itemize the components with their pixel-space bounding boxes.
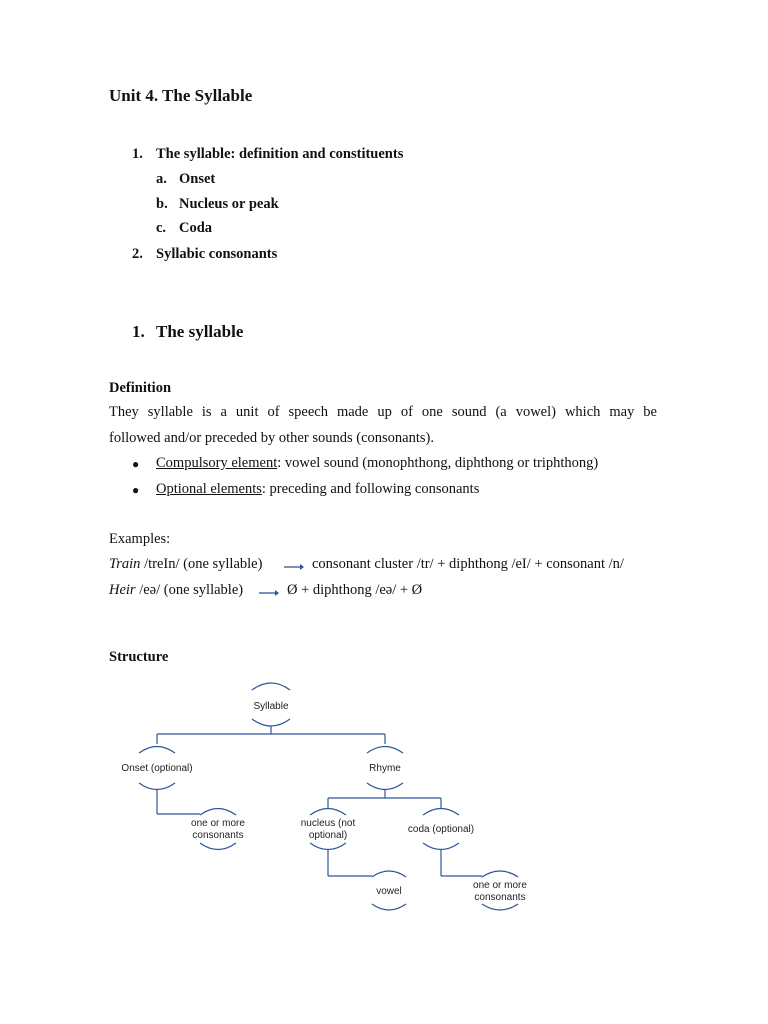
- node-vowel: vowel: [376, 886, 402, 897]
- bullet-term: Optional elements: [156, 481, 262, 497]
- section-title: The syllable: [156, 322, 244, 341]
- definition-heading: Definition: [109, 380, 172, 396]
- bullet-icon: ●: [132, 457, 140, 471]
- node-coda-child-line-2: consonants: [474, 892, 526, 903]
- node-onset: Onset (optional): [121, 763, 193, 774]
- toc-item: The syllable: definition and constituents: [156, 146, 404, 162]
- toc-letter: b.: [156, 196, 168, 212]
- node-onset-child-line-2: consonants: [192, 830, 244, 841]
- bullet-text: : preceding and following consonants: [261, 481, 480, 497]
- node-nucleus-line-1: nucleus (not: [300, 818, 356, 829]
- example-2-word: Heir: [109, 582, 136, 598]
- example-1-word: Train: [109, 556, 141, 572]
- node-onset-child-line-1: one or more: [191, 818, 245, 829]
- bullet-text: : vowel sound (monophthong, diphthong or triphthong): [277, 455, 599, 471]
- node-syllable: Syllable: [253, 701, 289, 712]
- example-2-transcription: /eə/ (one syllable): [135, 582, 244, 598]
- toc-item: Syllabic consonants: [156, 246, 278, 262]
- toc-item: Onset: [179, 171, 216, 187]
- structure-heading: Structure: [109, 649, 169, 665]
- toc-letter: c.: [156, 220, 167, 236]
- toc-item: Coda: [179, 220, 213, 236]
- node-nucleus-line-2: optional): [308, 830, 348, 841]
- diagram-connectors: [139, 683, 518, 910]
- examples-heading: Examples:: [109, 531, 171, 547]
- example-2-right: Ø + diphthong /eə/ + Ø: [287, 582, 423, 598]
- toc-item: Nucleus or peak: [179, 196, 279, 212]
- definition-line-1: They syllable is a unit of speech made up of one sound (a vowel) which may be: [109, 404, 657, 420]
- toc-number: 1.: [132, 146, 143, 162]
- node-coda: coda (optional): [407, 824, 475, 835]
- toc-number: 2.: [132, 246, 143, 262]
- bullet-icon: ●: [132, 483, 140, 497]
- bullet-term: Compulsory element: [156, 455, 278, 471]
- section-number: 1.: [132, 322, 145, 341]
- example-1-transcription: /treIn/ (one syllable): [140, 556, 263, 572]
- toc-letter: a.: [156, 171, 167, 187]
- page-title: Unit 4. The Syllable: [109, 86, 253, 105]
- node-rhyme: Rhyme: [369, 763, 401, 774]
- example-1-right: consonant cluster /tr/ + diphthong /eI/ + consonant /n/: [312, 556, 624, 572]
- definition-line-2: followed and/or preceded by other sounds (consonants).: [109, 430, 434, 446]
- node-coda-child-line-1: one or more: [473, 880, 527, 891]
